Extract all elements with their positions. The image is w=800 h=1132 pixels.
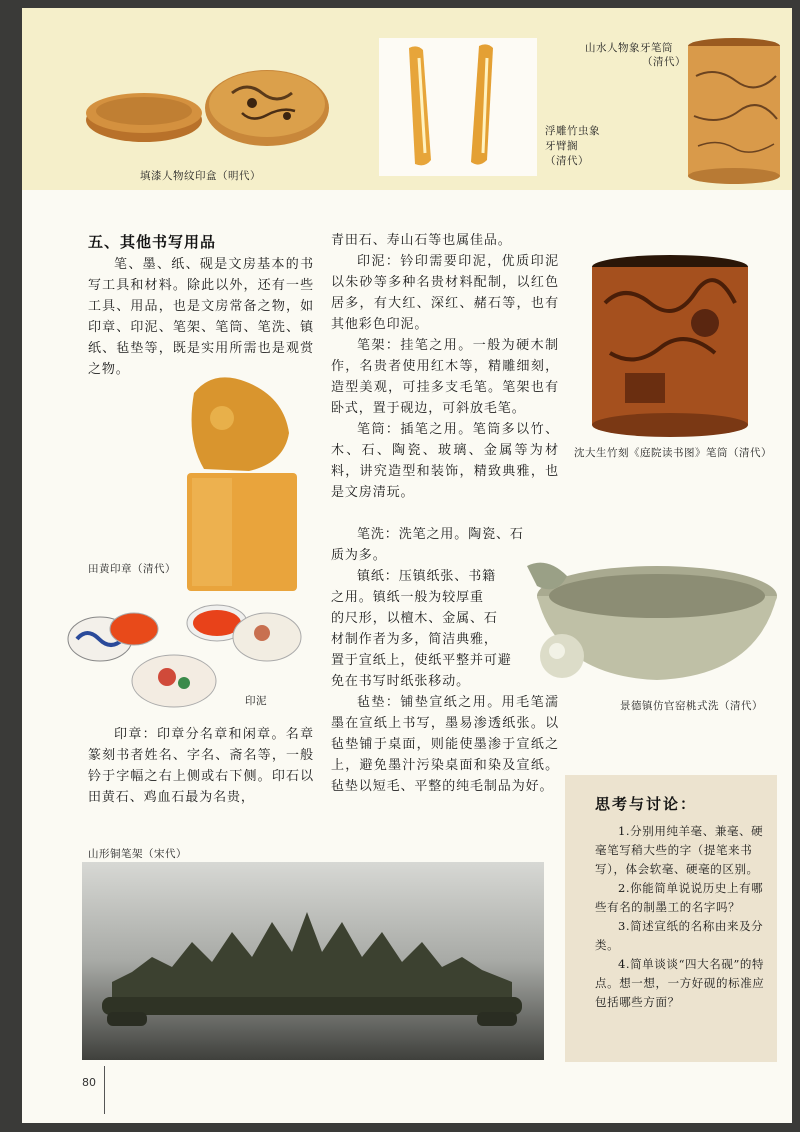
think-title: 思考与讨论： bbox=[595, 795, 698, 813]
think-discuss-box bbox=[565, 775, 777, 1062]
seal-paragraph: 印章：印章分名章和闲章。名章篆刻书者姓名、字名、斋名等，一般钤于字幅之右上侧或右下侧。印石以田黄石、鸡血石最为名贵， bbox=[88, 727, 314, 805]
bamboo-brushpot-caption: 沈大生竹刻《庭院读书图》笔筒（清代） bbox=[574, 447, 772, 459]
brush-rack-image bbox=[82, 862, 544, 1060]
washer-paragraph: 笔洗：洗笔之用。陶瓷、石 质为多。 bbox=[331, 527, 524, 563]
seal-box-image bbox=[82, 58, 332, 168]
ivory-armrest-caption: 浮雕竹虫象 牙臂搁 （清代） bbox=[545, 125, 600, 167]
page-number: 80 bbox=[82, 1076, 96, 1089]
ivory-brushpot-caption-line1: 山水人物象牙笔筒 bbox=[585, 42, 673, 54]
page-number-rule bbox=[104, 1066, 105, 1114]
inkpaste-caption: 印泥 bbox=[245, 695, 267, 707]
think-question-4: 4.简单谈谈“四大名砚”的特点。想一想，一方好砚的标准应包括哪些方面？ bbox=[595, 957, 765, 1009]
think-question-3: 3.简述宣纸的名称由来及分类。 bbox=[595, 919, 764, 952]
ivory-brushpot-image bbox=[684, 36, 784, 186]
paperweight-paragraph: 镇纸：压镇纸张、书籍 之用。镇纸一般为较厚重 的尺形，以檀木、金属、石 材制作者为多，简洁典雅， 置于宣纸上，使纸平整并可避 免在书写时纸张移动。 bbox=[331, 569, 512, 689]
textbook-page bbox=[22, 8, 792, 1123]
brush-washer-image bbox=[507, 556, 787, 696]
inkpaste-image bbox=[62, 601, 312, 711]
column-two-text: 青田石、寿山石等也属佳品。 印泥：钤印需要印泥，优质印泥以朱砂等多种名贵材料配制，以红色居多，有大红、深红、赭石等，也有其他彩色印泥。 笔架：挂笔之用。一般为硬木制作，名贵者使用红木等，精雕细刻，造型美观，可挂多支毛笔。笔架也有卧式，置于砚边，可斜放毛笔。 笔筒：插笔之用。笔筒多以竹、木、石、陶瓷、玻璃、金属等为材料，讲究造型和装饰，精致典雅，也是文房清玩。 bbox=[331, 233, 559, 500]
think-question-2: 2.你能简单说说历史上有哪些有名的制墨工的名字吗？ bbox=[595, 881, 764, 914]
brush-rack-caption: 山形铜笔架（宋代） bbox=[88, 848, 187, 860]
brush-washer-caption: 景德镇仿官窑桃式洗（清代） bbox=[620, 700, 763, 712]
felt-paragraph: 毡垫：铺垫宣纸之用。用毛笔濡墨在宣纸上书写，墨易渗透纸张。以毡垫铺于桌面，则能使墨渗于宣纸之上，避免墨汁污染桌面和染及宣纸。毡垫以短毛、平整的纯毛制品为好。 bbox=[331, 695, 559, 794]
think-question-1: 1.分别用纯羊毫、兼毫、硬毫笔写稍大些的字（提笔来书写），体会软毫、硬毫的区别。 bbox=[595, 824, 764, 876]
bamboo-brushpot-image bbox=[585, 253, 755, 438]
intro-paragraph: 笔、墨、纸、砚是文房基本的书写工具和材料。除此以外，还有一些工具、用品，也是文房常备之物，如印章、印泥、笔架、笔筒、笔洗、镇纸、毡垫等，既是实用所需也是观赏之物。 bbox=[88, 257, 314, 377]
section-title: 五、其他书写用品 bbox=[88, 233, 217, 251]
seal-box-caption: 填漆人物纹印盒（明代） bbox=[140, 170, 261, 182]
ivory-armrest-image bbox=[379, 38, 537, 176]
tianhuang-seal-image bbox=[172, 373, 312, 593]
ivory-brushpot-caption-line2: （清代） bbox=[642, 56, 686, 68]
seal-caption: 田黄印章（清代） bbox=[88, 563, 176, 575]
